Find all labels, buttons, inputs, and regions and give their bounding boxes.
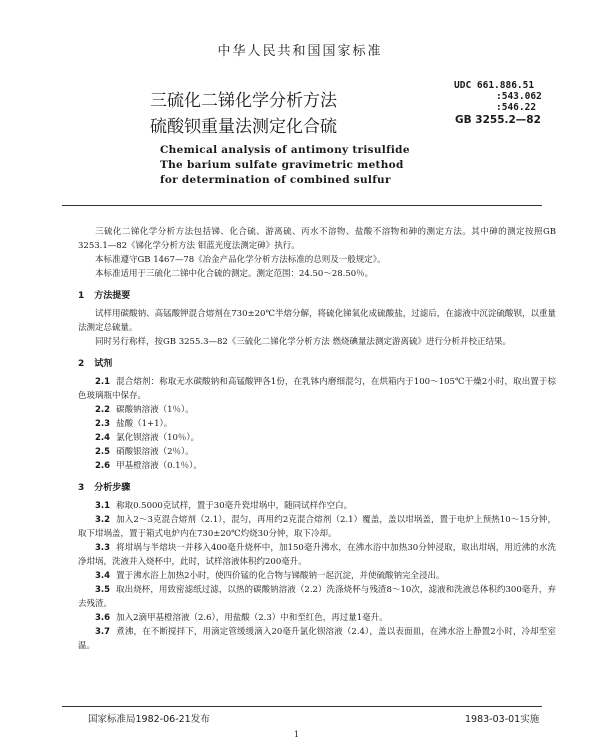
document-header: 中华人民共和国国家标准	[217, 44, 383, 59]
procedure-step: 3.5 取出烧杯，用致密滤纸过滤，以热的碳酸钠溶液（2.2）洗涤烧杯与残渣8～10次，滤液和洗液总体积约300毫升，弃去残渣。	[78, 585, 556, 609]
bottom-divider	[62, 706, 542, 707]
effective-date: 1983-03-01实施	[465, 714, 540, 725]
section-heading: 3 分析步骤	[78, 483, 131, 493]
issue-date: 国家标准局1982-06-21发布	[88, 714, 210, 725]
procedure-step: 3.4 置于沸水浴上加热2小时，使四价锰的化合物与锑酸钠一起沉淀，并使硫酸钠完全浸出。	[95, 571, 445, 581]
intro-paragraph: 本标准适用于三硫化二锑中化合硫的测定。测定范围：24.50～28.50％。	[95, 269, 374, 279]
intro-paragraph: 本标准遵守GB 1467—78《冶金产品化学分析方法标准的总则及一般规定》。	[95, 255, 386, 265]
standard-number: GB 3255.2—82	[455, 114, 541, 126]
section-heading: 2 试剂	[78, 359, 113, 369]
udc-line: UDC 661.886.51	[454, 80, 535, 91]
english-title	[160, 143, 410, 188]
section-paragraph: 同时另行称样，按GB 3255.3—82《三硫化二锑化学分析方法 燃烧碘量法测定游离硫》进行分析并校正结果。	[95, 337, 512, 347]
reagent-item: 2.2 碳酸钠溶液（1％）。	[95, 405, 194, 415]
chinese-title	[150, 88, 337, 140]
section-paragraph: 试样用碳酸钠、高锰酸钾混合熔剂在730±20℃半熔分解，将硫化锑氧化成硫酸盐，过滤后，在滤液中沉淀硫酸钡，以重量法测定总硫量。	[78, 309, 556, 333]
udc-line: :543.062	[496, 91, 542, 102]
procedure-step: 3.3 将坩埚与半熔块一并移入400毫升烧杯中，加150毫升沸水，在沸水浴中加热30分钟浸取，取出坩埚，用近沸的水洗净坩埚，洗液并入烧杯中，此时，试样溶液体积约200毫升。	[78, 543, 556, 567]
english-title-line-1: Chemical analysis of antimony trisulfide	[160, 144, 410, 156]
page-number: 1	[294, 730, 300, 739]
reagent-item: 2.6 甲基橙溶液（0.1％）。	[95, 461, 202, 471]
english-title-line-3: for determination of combined sulfur	[160, 174, 391, 186]
reagent-item: 2.4 氯化钡溶液（10％）。	[95, 433, 200, 443]
chinese-title-line-2: 硫酸钡重量法测定化合硫	[150, 117, 337, 137]
udc-classification	[454, 80, 542, 113]
reagent-item: 2.1 混合熔剂：称取无水碳酸钠和高锰酸钾各1份，在乳钵内磨细混匀，在烘箱内于100～105℃干燥2小时，取出置于棕色玻璃瓶中保存。	[78, 377, 556, 401]
top-divider	[62, 205, 542, 206]
english-title-line-2: The barium sulfate gravimetric method	[160, 159, 404, 171]
reagent-item: 2.3 盐酸（1+1）。	[95, 419, 173, 429]
udc-line: :546.22	[496, 102, 537, 113]
intro-paragraph: 三硫化二锑化学分析方法包括锑、化合硫、游离硫、丙水不溶物、盐酸不溶物和砷的测定方法。其中砷的测定按照GB 3253.1—82《锑化学分析方法 钼蓝光度法测定砷》执行。	[78, 227, 556, 251]
procedure-step: 3.6 加入2滴甲基橙溶液（2.6），用盐酸（2.3）中和至红色，再过量1毫升。	[95, 613, 388, 623]
procedure-step: 3.1 称取0.5000克试样，置于30毫升瓷坩埚中，随同试样作空白。	[95, 501, 353, 511]
procedure-step: 3.2 加入2～3克混合熔剂（2.1），混匀，再用约2克混合熔剂（2.1）覆盖，盖以坩埚盖，置于电炉上预热10～15分钟，取下坩埚盖，置于箱式电炉内在730±20℃灼烧30分钟，取下冷却。	[78, 515, 556, 539]
chinese-title-line-1: 三硫化二锑化学分析方法	[150, 91, 337, 111]
document-body	[78, 225, 556, 653]
procedure-step: 3.7 煮沸，在不断搅拌下，用滴定管缓缓滴入20毫升氯化钡溶液（2.4），盖以表面皿，在沸水浴上静置2小时，冷却至室温。	[78, 627, 556, 651]
section-heading: 1 方法提要	[78, 291, 131, 301]
reagent-item: 2.5 硝酸银溶液（2％）。	[95, 447, 194, 457]
